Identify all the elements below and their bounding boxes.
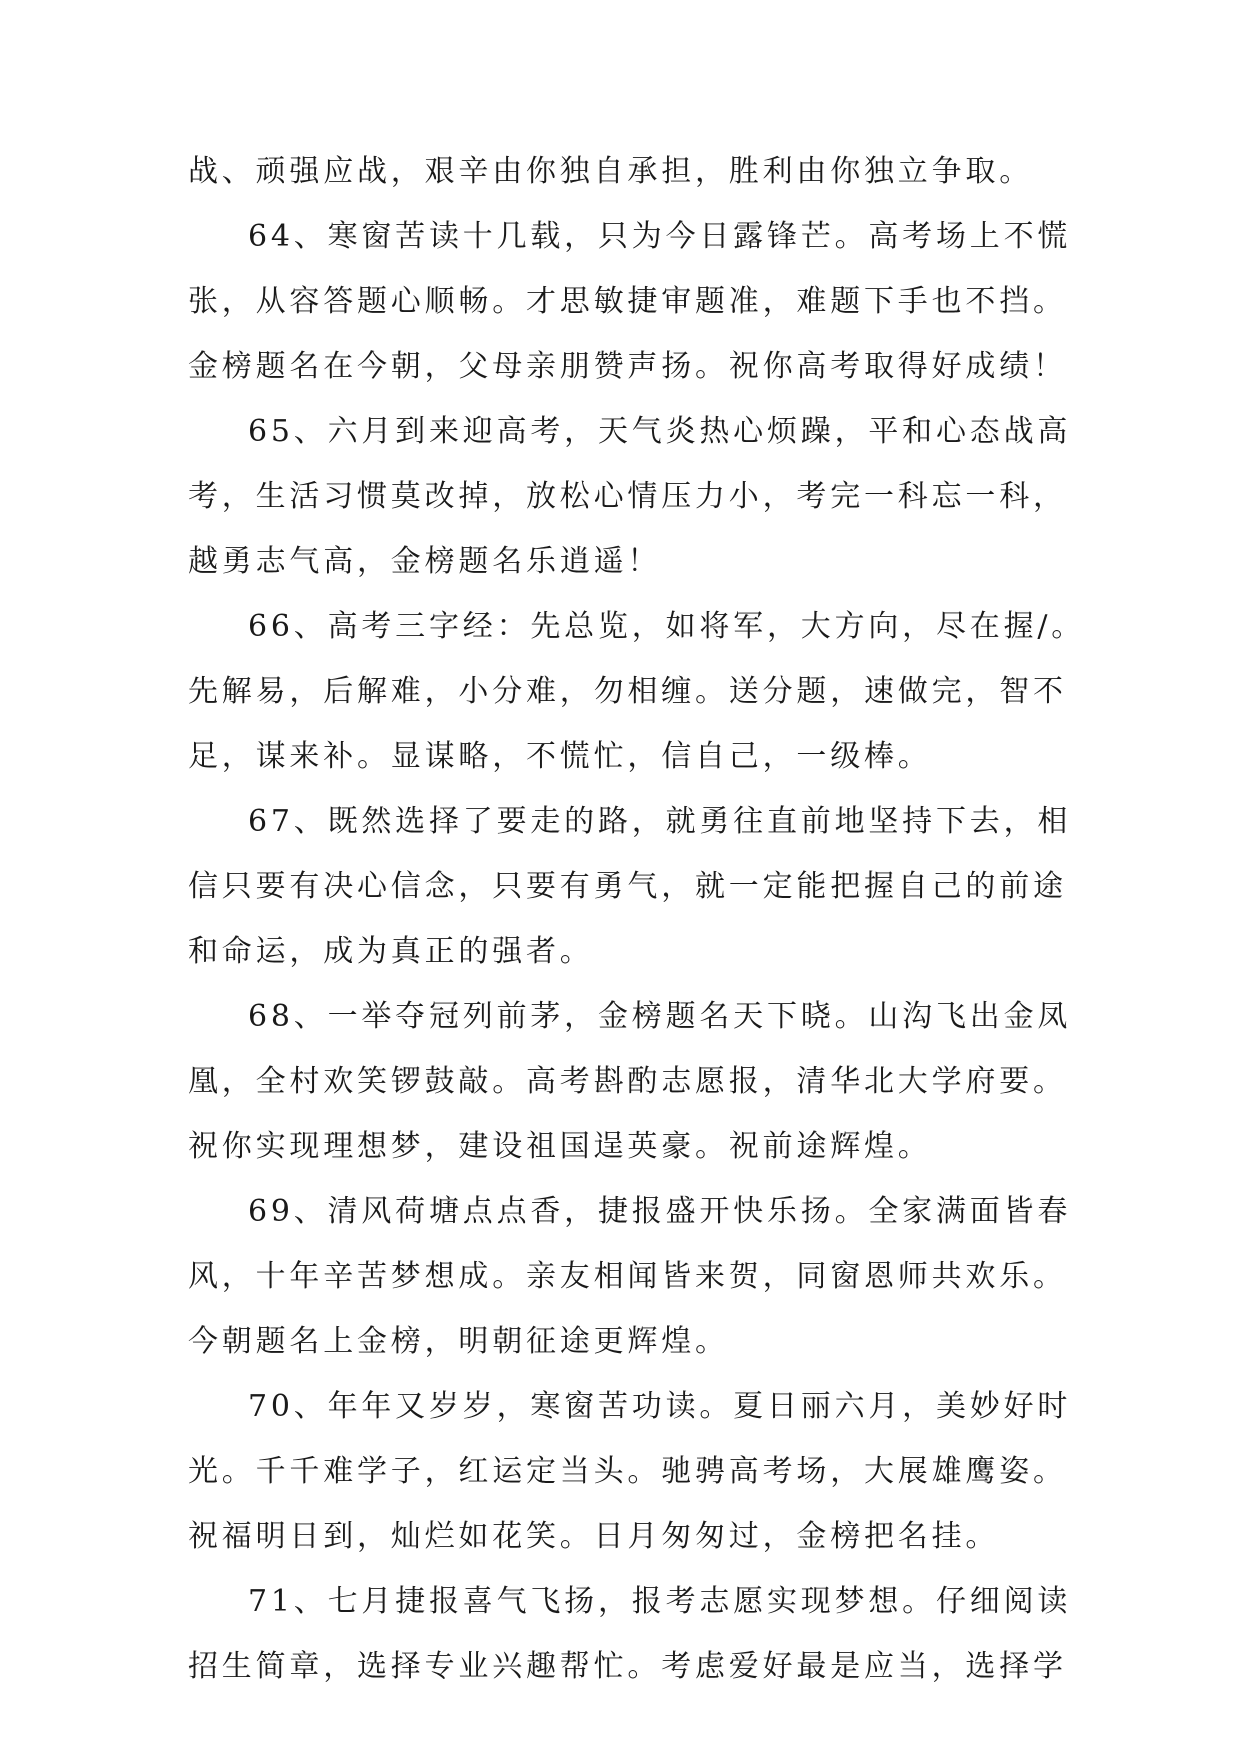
text-line: 招生简章，选择专业兴趣帮忙。考虑爱好最是应当，选择学 (188, 1649, 1067, 1684)
text-line: 信只要有决心信念，只要有勇气，就一定能把握自己的前途 (188, 869, 1067, 904)
paragraph-first-line: 70、年年又岁岁，寒窗苦功读。夏日丽六月，美妙好时 (248, 1389, 1072, 1424)
text-line: 凰，全村欢笑锣鼓敲。高考斟酌志愿报，清华北大学府要。 (188, 1064, 1067, 1099)
paragraph-first-line: 71、七月捷报喜气飞扬，报考志愿实现梦想。仔细阅读 (248, 1584, 1072, 1619)
text-line: 金榜题名在今朝，父母亲朋赞声扬。祝你高考取得好成绩！ (188, 349, 1067, 384)
paragraph-first-line: 64、寒窗苦读十几载，只为今日露锋芒。高考场上不慌 (248, 219, 1072, 254)
text-line: 光。千千难学子，红运定当头。驰骋高考场，大展雄鹰姿。 (188, 1454, 1067, 1489)
text-line: 张，从容答题心顺畅。才思敏捷审题准，难题下手也不挡。 (188, 284, 1067, 319)
text-line: 祝你实现理想梦，建设祖国逞英豪。祝前途辉煌。 (188, 1129, 932, 1164)
text-line: 战、顽强应战，艰辛由你独自承担，胜利由你独立争取。 (188, 154, 1033, 189)
text-line: 先解易，后解难，小分难，勿相缠。送分题，速做完，智不 (188, 674, 1067, 709)
paragraph-first-line: 68、一举夺冠列前茅，金榜题名天下晓。山沟飞出金凤 (248, 999, 1072, 1034)
text-line: 今朝题名上金榜，明朝征途更辉煌。 (188, 1324, 729, 1359)
paragraph-first-line: 67、既然选择了要走的路，就勇往直前地坚持下去，相 (248, 804, 1072, 839)
paragraph-first-line: 65、六月到来迎高考，天气炎热心烦躁，平和心态战高 (248, 414, 1072, 449)
text-line: 考，生活习惯莫改掉，放松心情压力小，考完一科忘一科， (188, 479, 1067, 514)
paragraph-first-line: 69、清风荷塘点点香，捷报盛开快乐扬。全家满面皆春 (248, 1194, 1072, 1229)
paragraph-first-line: 66、高考三字经：先总览，如将军，大方向，尽在握/。 (248, 609, 1086, 644)
text-line: 足，谋来补。显谋略，不慌忙，信自己，一级棒。 (188, 739, 932, 774)
text-line: 越勇志气高，金榜题名乐逍遥！ (188, 544, 662, 579)
text-line: 祝福明日到，灿烂如花笑。日月匆匆过，金榜把名挂。 (188, 1519, 1000, 1554)
text-line: 风，十年辛苦梦想成。亲友相闻皆来贺，同窗恩师共欢乐。 (188, 1259, 1067, 1294)
text-line: 和命运，成为真正的强者。 (188, 934, 594, 969)
